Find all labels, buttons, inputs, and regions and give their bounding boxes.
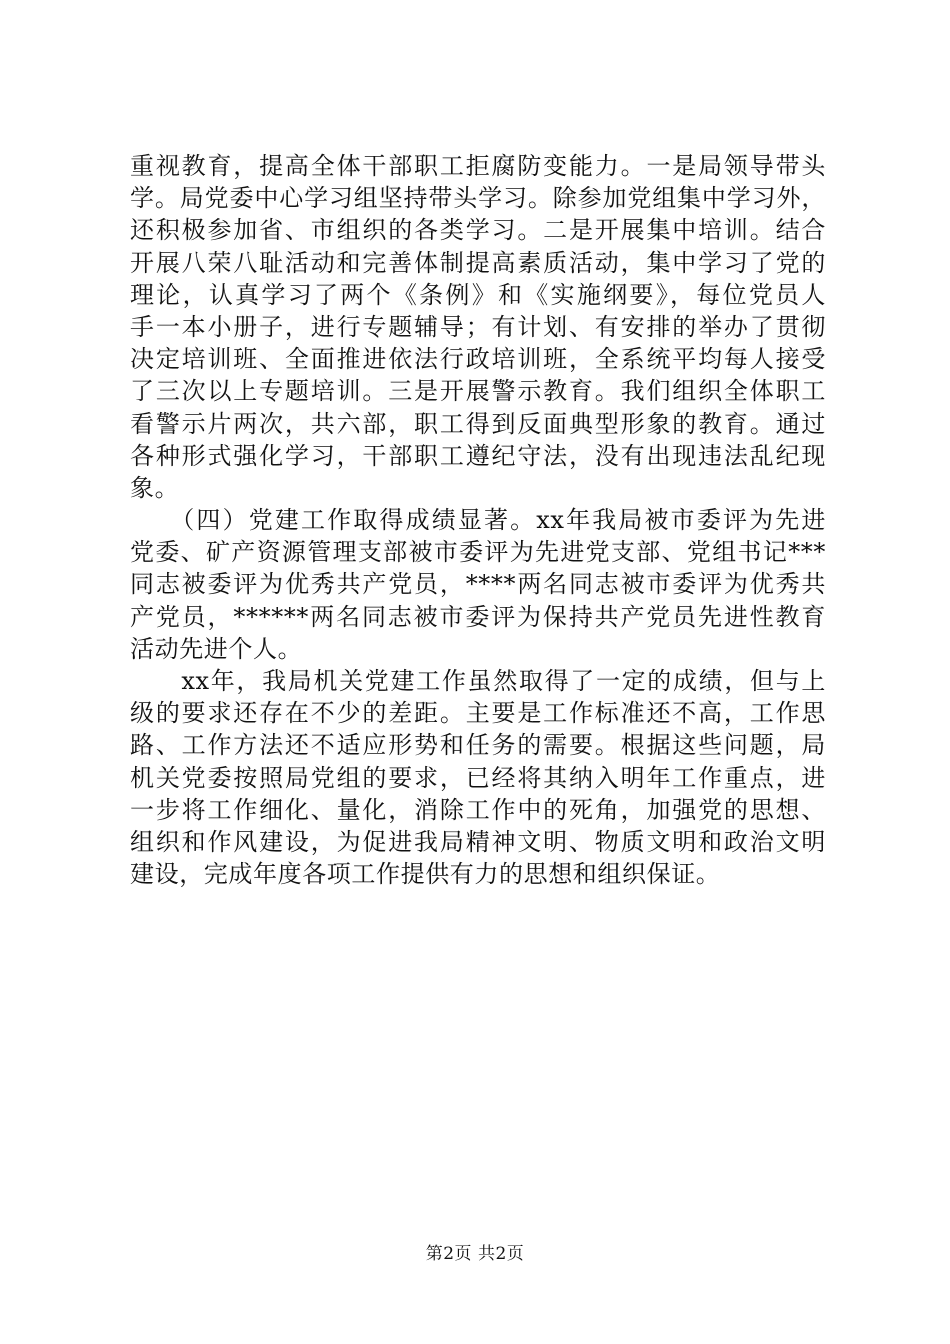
page-number-footer: 第2页 共2页 <box>425 1244 525 1264</box>
paragraph-end-line: 活动先进个人。 <box>130 634 303 663</box>
text-line: 各种形式强化学习，干部职工遵纪守法，没有出现违法乱纪现 <box>130 441 826 470</box>
text-line: 看警示片两次，共六部，职工得到反面典型形象的教育。通过 <box>130 409 826 438</box>
text-line: 同志被委评为优秀共产党员，****两名同志被市委评为优秀共 <box>130 570 826 599</box>
document-body <box>130 150 826 890</box>
text-line: xx年，我局机关党建工作虽然取得了一定的成绩，但与上 <box>130 667 826 695</box>
text-line: 手一本小册子，进行专题辅导；有计划、有安排的举办了贯彻 <box>130 312 826 341</box>
text-line: 开展八荣八耻活动和完善体制提高素质活动，集中学习了党的 <box>130 248 826 277</box>
text-line: 决定培训班、全面推进依法行政培训班，全系统平均每人接受 <box>130 345 826 374</box>
text-line: 级的要求还存在不少的差距。主要是工作标准还不高，工作思 <box>130 699 826 728</box>
text-line: 机关党委按照局党组的要求，已经将其纳入明年工作重点，进 <box>130 763 826 792</box>
paragraph-end-line: 建设，完成年度各项工作提供有力的思想和组织保证。 <box>130 860 721 889</box>
text-line: 了三次以上专题培训。三是开展警示教育。我们组织全体职工 <box>130 377 826 406</box>
text-line: 理论，认真学习了两个《条例》和《实施纲要》，每位党员人 <box>130 280 826 309</box>
text-line: 路、工作方法还不适应形势和任务的需要。根据这些问题，局 <box>130 731 826 760</box>
text-line: （四）党建工作取得成绩显著。xx年我局被市委评为先进 <box>130 506 826 535</box>
text-line: 组织和作风建设，为促进我局精神文明、物质文明和政治文明 <box>130 827 826 856</box>
text-line: 还积极参加省、市组织的各类学习。二是开展集中培训。结合 <box>130 216 826 245</box>
text-line: 一步将工作细化、量化，消除工作中的死角，加强党的思想、 <box>130 795 826 824</box>
paragraph-end-line: 象。 <box>130 473 180 502</box>
text-line: 重视教育，提高全体干部职工拒腐防变能力。一是局领导带头 <box>130 152 826 180</box>
text-line: 党委、矿产资源管理支部被市委评为先进党支部、党组书记*** <box>130 538 826 567</box>
text-line: 产党员，******两名同志被市委评为保持共产党员先进性教育 <box>130 602 826 631</box>
text-line: 学。局党委中心学习组坚持带头学习。除参加党组集中学习外， <box>130 184 826 213</box>
